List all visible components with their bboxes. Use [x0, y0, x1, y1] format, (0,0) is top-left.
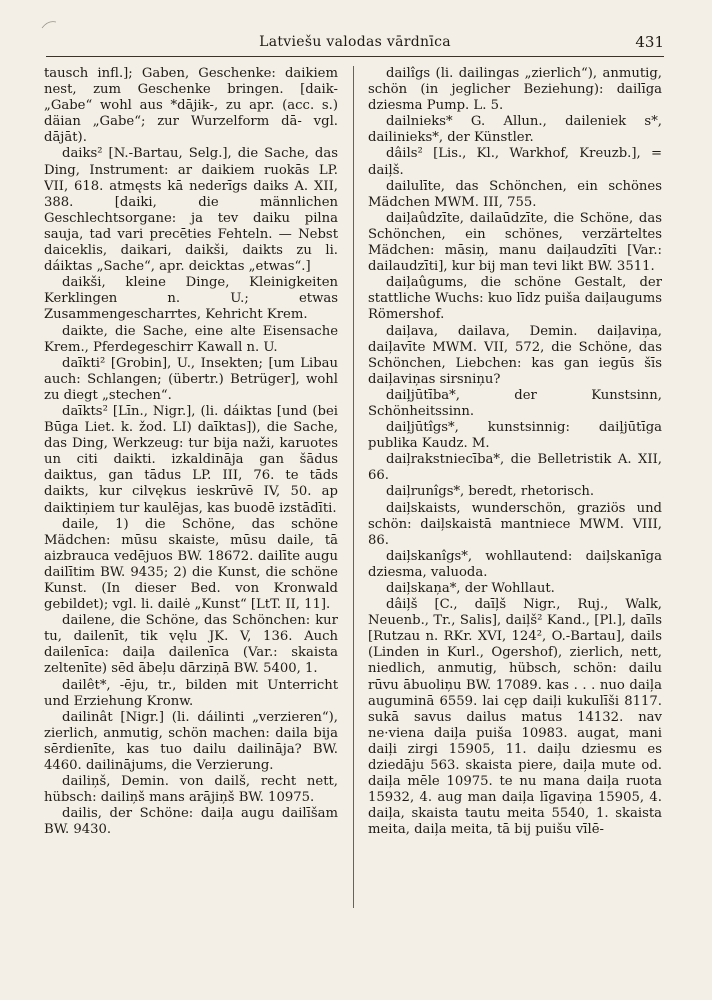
entry-dailigs: dailîgs (li. dailingas „zierlich“), anmutig, schön (in jeglicher Beziehung): dailīga dziesma Pump. L. 5. — [368, 66, 662, 114]
entry-dails-main: dâiļš [C., daīļš Nigr., Ruj., Walk, Neuenb., Tr., Salis], daiļš² Kand., [Pl.], daīls [Rutzau n. RKr. XVI, 124², O.-Bartau], dails (Linden in Kurl., Ogershof), zierlich, nett, niedlich, anmutig, hübsch, schön: dailu rūvu ābuoliņu BW. 17089. kas . . . nuo daiļa auguminā 6559. lai cęp daiļi kukulīši 8117. sukā savus dailus matus 14132. nav ne·viena daiļa puiša 10983. augat, mani daiļi zirgi 15905, 11. daiļu dziesmu es dziedāju 563. skaista piere, daiļa mute od. daiļa mēle 10975. te nu mana daiļa ruota 15932, 4. aug man daiļa līgaviņa 15905, 4. daiļa, skaista tautu meita 5540, 1. skaista meita, daiļa meita, tā bij puišu vīlē- — [368, 597, 662, 838]
scan-speck-mark — [40, 18, 70, 30]
entry-dailene: dailene, die Schöne, das Schönchen: kur tu, dailenīt, tik vęlu JK. V, 136. Auch dailenīca: daiļa dailenīca (Var.: skaista zeltenīte) sēd ābeļu dārziņā BW. 5400, 1. — [44, 613, 338, 677]
entry-dailrakstnieciba: daiļrakstniecība*, die Belletristik A. XII, 66. — [368, 452, 662, 484]
entry-dailrunigs: daiļrunîgs*, beredt, rhetorisch. — [386, 484, 595, 500]
entry-dailnieks: dailnieks* G. Allun., daileniek s*, dailinieks*, der Künstler. — [368, 114, 662, 146]
page-number: 431 — [635, 33, 664, 51]
entry-dailulite: dailulīte, das Schönchen, ein schönes Mädchen MWM. III, 755. — [368, 178, 662, 210]
entry-dailet: dailêt*, -ēju, tr., bilden mit Unterricht und Erziehung Kronw. — [44, 677, 338, 709]
page-title: Latviešu valodas vārdnīca — [259, 34, 451, 50]
right-column — [368, 66, 662, 978]
entry-daile: daile, 1) die Schöne, das schöne Mädchen: mūsu skaiste, mūsu daile, tā aizbrauca vedējuos BW. 18672. dailīte augu dailītim BW. 9435; 2) die Kunst, die schöne Kunst. (In dieser Bed. von Kronwald gebildet); vgl. li. dailė „Kunst“ [LtT. II, 11]. — [44, 516, 338, 613]
column-divider — [353, 66, 354, 908]
entry-dailis: dailis, der Schöne: daiļa augu dailīšam BW. 9430. — [44, 806, 338, 838]
entry-dails: dâils² [Lis., Kl., Warkhof, Kreuzb.], = daiļš. — [368, 146, 662, 178]
entry-dailskana: daiļskaņa*, der Wohllaut. — [386, 581, 555, 596]
header-rule — [46, 56, 664, 57]
entry-daiksi: daikši, kleine Dinge, Kleinigkeiten Kerklingen n. U.; etwas Zusammengescharrtes, Kehricht Krem. — [44, 275, 338, 323]
entry-dailskaists: daiļskaists, wunderschön, graziös und schön: daiļskaistā mantniece MWM. VIII, 86. — [368, 500, 662, 548]
entry-dailaudzite: daiļaûdzīte, dailaūdzīte, die Schöne, das Schönchen, ein schönes, verzärteltes Mädchen: māsiņ, manu daiļaudzīti [Var.: dailaudzīti], kur bij man tevi likt BW. 3511. — [368, 210, 662, 275]
entry-daikti: daīkti² [Grobin], U., Insekten; [um Libau auch: Schlangen; (übertr.) Betrüger], wohl zu diegt „stechen“. — [44, 355, 338, 403]
entry-dailskanigs: daiļskanîgs*, wohllautend: daiļskanīga dziesma, valuoda. — [368, 548, 662, 580]
entry-daiks: daiks² [N.-Bartau, Selg.], die Sache, das Ding, Instrument: ar daikiem ruokās LP. VII, 618. atmęsts kā nederīgs daiks A. XII, 388. [daiki, die männlichen Geschlechtsorgane: ja tev daiku pilna sauja, tad vari precēties Fehteln. — Nebst daiceklis, daikari, daikši, daikts zu li. dáiktas „Sache“, apr. deicktas „etwas“.] — [44, 146, 338, 275]
entry-dailjutigs: daiļjūtîgs*, kunstsinnig: daiļjūtīga publika Kaudz. M. — [368, 420, 662, 452]
entry-dailava: daiļava, dailava, Demin. daiļaviņa, daiļavīte MWM. VII, 572, die Schöne, das Schönchen, Liebchen: kas gan iegūs šīs daiļaviņas sirsniņu? — [368, 323, 662, 387]
left-column — [44, 66, 338, 978]
entry-dailjutiba: daiļjūtība*, der Kunstsinn, Schönheitssinn. — [368, 387, 662, 419]
entry-dailaugums: daiļaûgums, die schöne Gestalt, der stattliche Wuchs: kuo līdz puiša daiļaugums Römershof. — [368, 275, 662, 323]
entry-dailinat: dailinât [Nigr.] (li. dáilinti „verzieren“), zierlich, anmutig, schön machen: daila bija sērdienīte, kas tuo dailu dailināja? BW. 4460. dailinājums, die Verzierung. — [44, 709, 338, 774]
entry-daikts: daīkts² [Līn., Nigr.], (li. dáiktas [und (bei Būga Liet. k. žod. LI) daīktas]), die Sache, das Ding, Werkzeug: tur bija naži, karuotes un citi daikti. izkaldināja gan šādus daiktus, gan tādus LP. III, 76. te tāds daikts, kur cilvękus ieskrūvē IV, 50. ap daiktiņiem tur kaulējas, kas buodē izstādīti. — [44, 403, 338, 516]
entry-continuation: tausch infl.]; Gaben, Geschenke: daikiem nest, zum Geschenke bringen. [daik- „Gabe“ wohl aus *dājik-, zu apr. (acc. s.) däian „Gabe“; zur Wurzelform dā- vgl. dājāt). — [44, 66, 338, 146]
page-header — [46, 30, 664, 54]
entry-daikte: daikte, die Sache, eine alte Eisensache Krem., Pferdegeschirr Kawall n. U. — [44, 323, 338, 355]
entry-dailins: dailiņš, Demin. von dailš, recht nett, hübsch: dailiņš mans arājiņš BW. 10975. — [44, 774, 338, 806]
